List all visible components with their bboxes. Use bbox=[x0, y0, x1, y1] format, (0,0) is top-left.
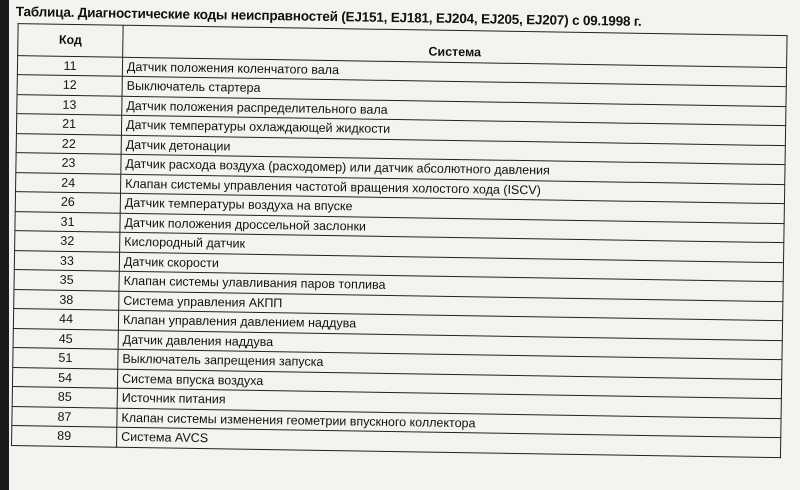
row-code: 89 bbox=[12, 426, 117, 447]
row-code: 45 bbox=[13, 328, 118, 349]
row-system: Датчик положения коленчатого вала bbox=[122, 57, 786, 87]
row-system: Клапан управления давлением наддува bbox=[118, 310, 782, 340]
row-system: Выключатель запрещения запуска bbox=[118, 349, 782, 379]
row-code: 12 bbox=[17, 75, 122, 96]
row-system: Система AVCS bbox=[117, 427, 781, 457]
row-code: 38 bbox=[14, 289, 119, 310]
row-system: Датчик детонации bbox=[121, 135, 785, 165]
row-system: Датчик температуры воздуха на впуске bbox=[120, 193, 784, 223]
row-system: Датчик скорости bbox=[119, 252, 783, 282]
row-system: Датчик положения распределительного вала bbox=[122, 96, 786, 126]
row-code: 51 bbox=[13, 348, 118, 369]
row-system: Датчик положения дроссельной заслонки bbox=[120, 213, 784, 243]
row-code: 85 bbox=[12, 387, 117, 408]
row-system: Клапан системы улавливания паров топлива bbox=[119, 271, 783, 301]
row-system: Выключатель стартера bbox=[122, 76, 786, 106]
header-code: Код bbox=[18, 24, 123, 57]
row-system: Датчик расхода воздуха (расходомер) или датчик абсолютного давления bbox=[121, 154, 785, 184]
table-title: Таблица. Диагностические коды неисправностей (EJ151, EJ181, EJ204, EJ205, EJ207) с 09.1998 г. bbox=[15, 4, 642, 29]
row-code: 11 bbox=[17, 55, 122, 76]
document-page bbox=[5, 2, 792, 458]
row-code: 35 bbox=[14, 270, 119, 291]
row-system: Клапан системы изменения геометрии впускного коллектора bbox=[117, 408, 781, 438]
header-system: Система bbox=[123, 38, 787, 67]
row-code: 13 bbox=[17, 94, 122, 115]
row-code: 87 bbox=[12, 406, 117, 427]
row-code: 32 bbox=[15, 231, 120, 252]
row-system: Датчик давления наддува bbox=[118, 330, 782, 360]
row-system: Система впуска воздуха bbox=[117, 369, 781, 399]
row-code: 22 bbox=[16, 133, 121, 154]
row-system: Клапан системы управления частотой вращения холостого хода (ISCV) bbox=[121, 174, 785, 204]
row-system: Источник питания bbox=[117, 388, 781, 418]
row-code: 24 bbox=[16, 172, 121, 193]
row-system: Система управления АКПП bbox=[119, 291, 783, 321]
row-code: 23 bbox=[16, 153, 121, 174]
diagnostic-codes-table bbox=[11, 23, 788, 458]
row-system: Датчик температуры охлаждающей жидкости bbox=[121, 115, 785, 145]
row-code: 54 bbox=[12, 367, 117, 388]
row-code: 33 bbox=[14, 250, 119, 271]
row-code: 31 bbox=[15, 211, 120, 232]
row-code: 21 bbox=[16, 114, 121, 135]
row-system: Кислородный датчик bbox=[120, 232, 784, 262]
row-code: 26 bbox=[15, 192, 120, 213]
row-code: 44 bbox=[13, 309, 118, 330]
